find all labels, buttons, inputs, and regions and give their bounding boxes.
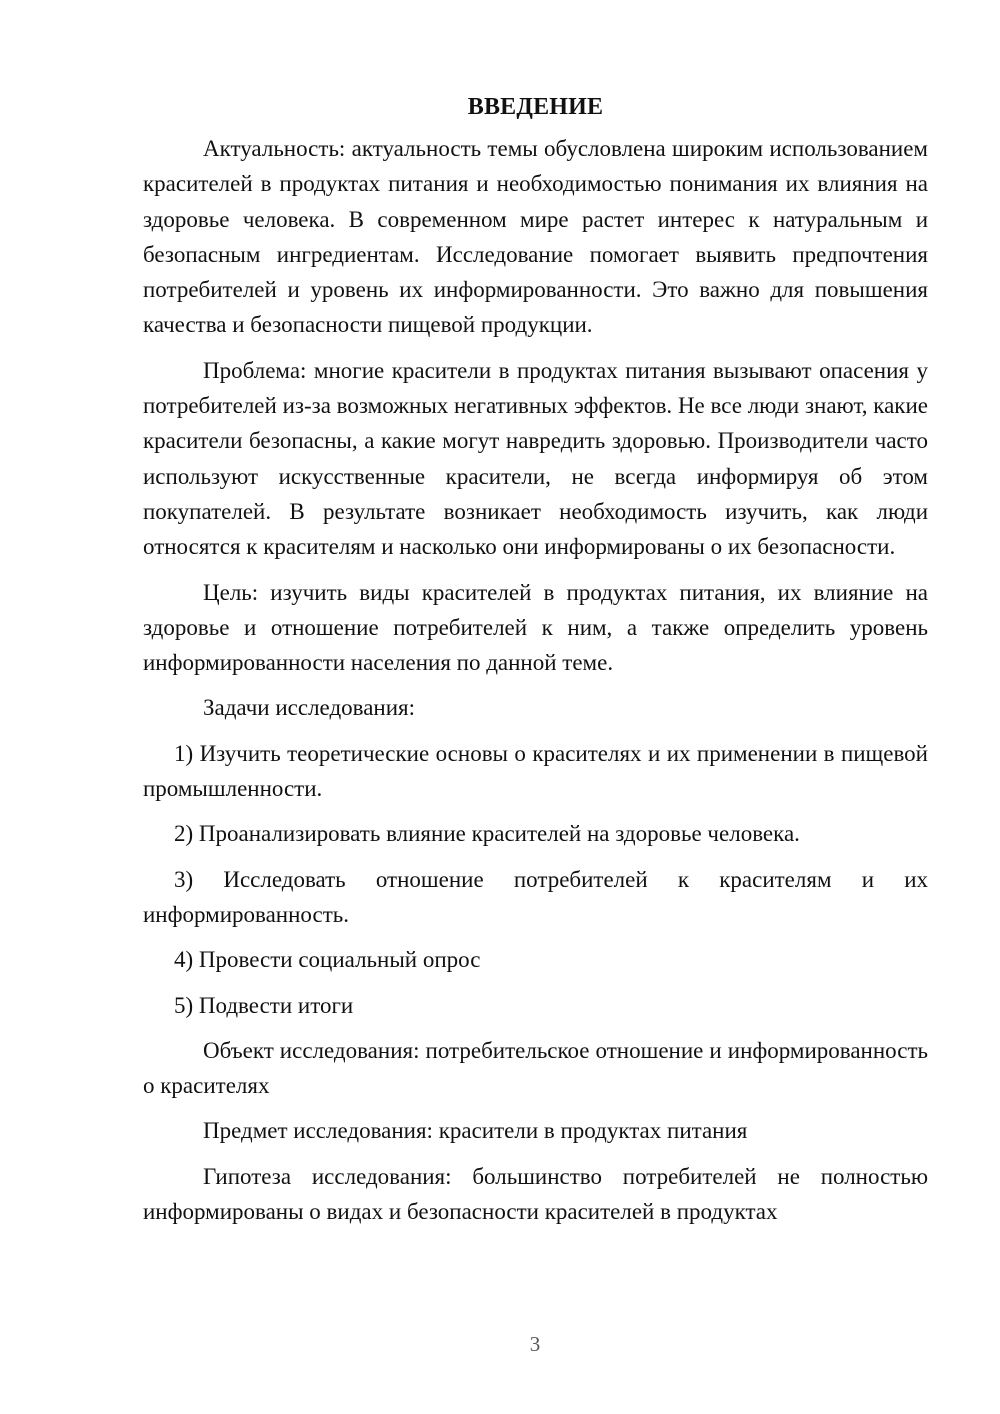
task-item-3: 3) Исследовать отношение потребителей к красителям и их информированность.	[143, 866, 928, 927]
research-object-paragraph: Объект исследования: потребительское отношение и информированность о красителях	[143, 1037, 928, 1099]
task-item-5: 5) Подвести итоги	[174, 992, 354, 1018]
document-page	[143, 90, 928, 1239]
hypothesis-paragraph: Гипотеза исследования: большинство потребителей не полностью информированы о видах и безопасности красителей в продуктах	[143, 1163, 928, 1225]
task-item-4: 4) Провести социальный опрос	[174, 947, 481, 973]
task-item-1: 1) Изучить теоретические основы о красителях и их применении в пищевой промышленности.	[143, 740, 928, 802]
relevance-paragraph: Актуальность: актуальность темы обусловлена широким использованием красителей в продуктах питания и необходимостью понимания их влияния на здоровье человека. В современном мире растет интерес к натуральным и безопасным ингредиентам. Исследование помогает выявить предпочтения потребителей и уровень их информированности. Это важно для повышения качества и безопасности пищевой продукции.	[143, 136, 928, 338]
research-subject-paragraph: Предмет исследования: красители в продуктах питания	[203, 1118, 748, 1144]
page-number: 3	[529, 1332, 541, 1356]
problem-paragraph: Проблема: многие красители в продуктах питания вызывают опасения у потребителей из-за возможных негативных эффектов. Не все люди знают, какие красители безопасны, а какие могут навредить здоровью. Производители часто используют искусственные красители, не всегда информируя об этом покупателей. В результате возникает необходимость изучить, как люди относятся к красителям и насколько они информированы о их безопасности.	[143, 357, 928, 560]
tasks-heading: Задачи исследования:	[203, 695, 416, 721]
task-item-2: 2) Проанализировать влияние красителей на здоровье человека.	[174, 821, 800, 847]
page-title: ВВЕДЕНИЕ	[467, 94, 604, 120]
goal-paragraph: Цель: изучить виды красителей в продуктах питания, их влияние на здоровье и отношение потребителей к ним, а также определить уровень информированности населения по данной теме.	[143, 579, 928, 676]
